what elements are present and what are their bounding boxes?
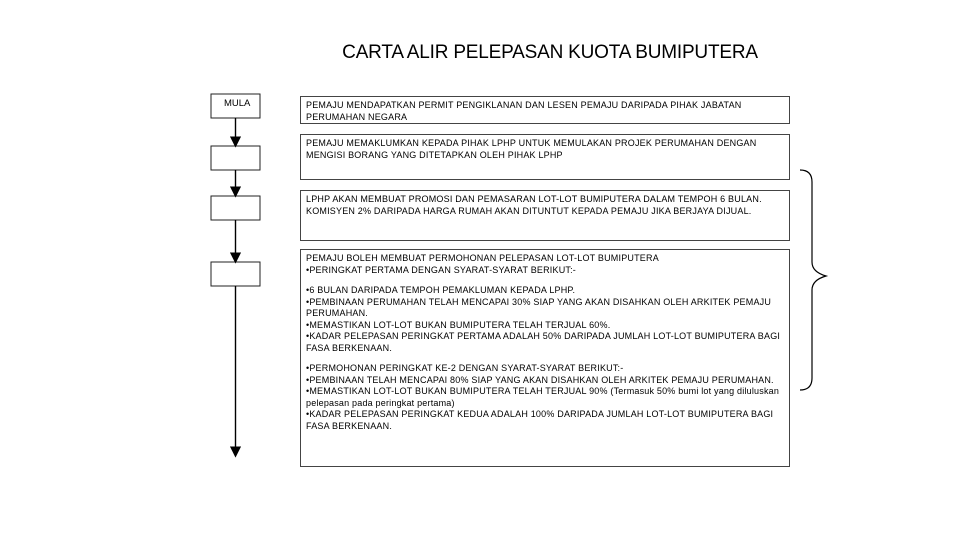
step-box-4 (300, 249, 790, 467)
process-node-2 (211, 196, 260, 220)
step-4-stage2: •PERMOHONAN PERINGKAT KE-2 DENGAN SYARAT-SYARAT BERIKUT:- •PEMBINAAN TELAH MENCAPAI 80% SIAP YANG AKAN DISAHKAN OLEH ARKITEK PEMAJU PERUMAHAN. •MEMASTIKAN LOT-LOT BUKAN BUMIPUTERA TELAH TERJUAL 90% (Termasuk 50% bumi lot yang diluluskan pelepasan pada peringkat pertama) •KADAR PELEPASAN PERINGKAT KEDUA ADALAH 100% DARIPADA JUMLAH LOT-LOT BUMIPUTERA BAGI FASA BERKENAAN. (306, 363, 780, 431)
step-4-intro: PEMAJU BOLEH MEMBUAT PERMOHONAN PELEPASAN LOT-LOT BUMIPUTERA •PERINGKAT PERTAMA DENGAN SYARAT-SYARAT BERIKUT:- (306, 253, 659, 275)
step-box-2 (300, 134, 790, 180)
step-1-text: PEMAJU MENDAPATKAN PERMIT PENGIKLANAN DAN LESEN PEMAJU DARIPADA PIHAK JABATAN PERUMAHAN NEGARA (306, 100, 742, 122)
process-node-3 (211, 262, 260, 286)
step-3-text: LPHP AKAN MEMBUAT PROMOSI DAN PEMASARAN LOT-LOT BUMIPUTERA DALAM TEMPOH 6 BULAN. KOMISYEN 2% DARIPADA HARGA RUMAH AKAN DITUNTUT KEPADA PEMAJU JIKA BERJAYA DIJUAL. (306, 194, 762, 216)
start-label: MULA (224, 98, 251, 109)
process-node-1 (211, 146, 260, 170)
step-box-3 (300, 190, 790, 241)
chart-title: CARTA ALIR PELEPASAN KUOTA BUMIPUTERA (342, 42, 758, 63)
step-2-text: PEMAJU MEMAKLUMKAN KEPADA PIHAK LPHP UNTUK MEMULAKAN PROJEK PERUMAHAN DENGAN MENGISI BORANG YANG DITETAPKAN OLEH PIHAK LPHP (306, 138, 757, 160)
step-box-1 (300, 96, 790, 124)
step-4-stage1: •6 BULAN DARIPADA TEMPOH PEMAKLUMAN KEPADA LPHP. •PEMBINAAN PERUMAHAN TELAH MENCAPAI 30% SIAP YANG AKAN DISAHKAN OLEH ARKITEK PEMAJU PERUMAHAN. •MEMASTIKAN LOT-LOT BUKAN BUMIPUTERA TELAH TERJUAL 60%. •KADAR PELEPASAN PERINGKAT PERTAMA ADALAH 50% DARIPADA JUMLAH LOT-LOT BUMIPUTERA BAGI FASA BERKENAAN. (306, 285, 781, 353)
right-curly-brace (800, 170, 826, 390)
